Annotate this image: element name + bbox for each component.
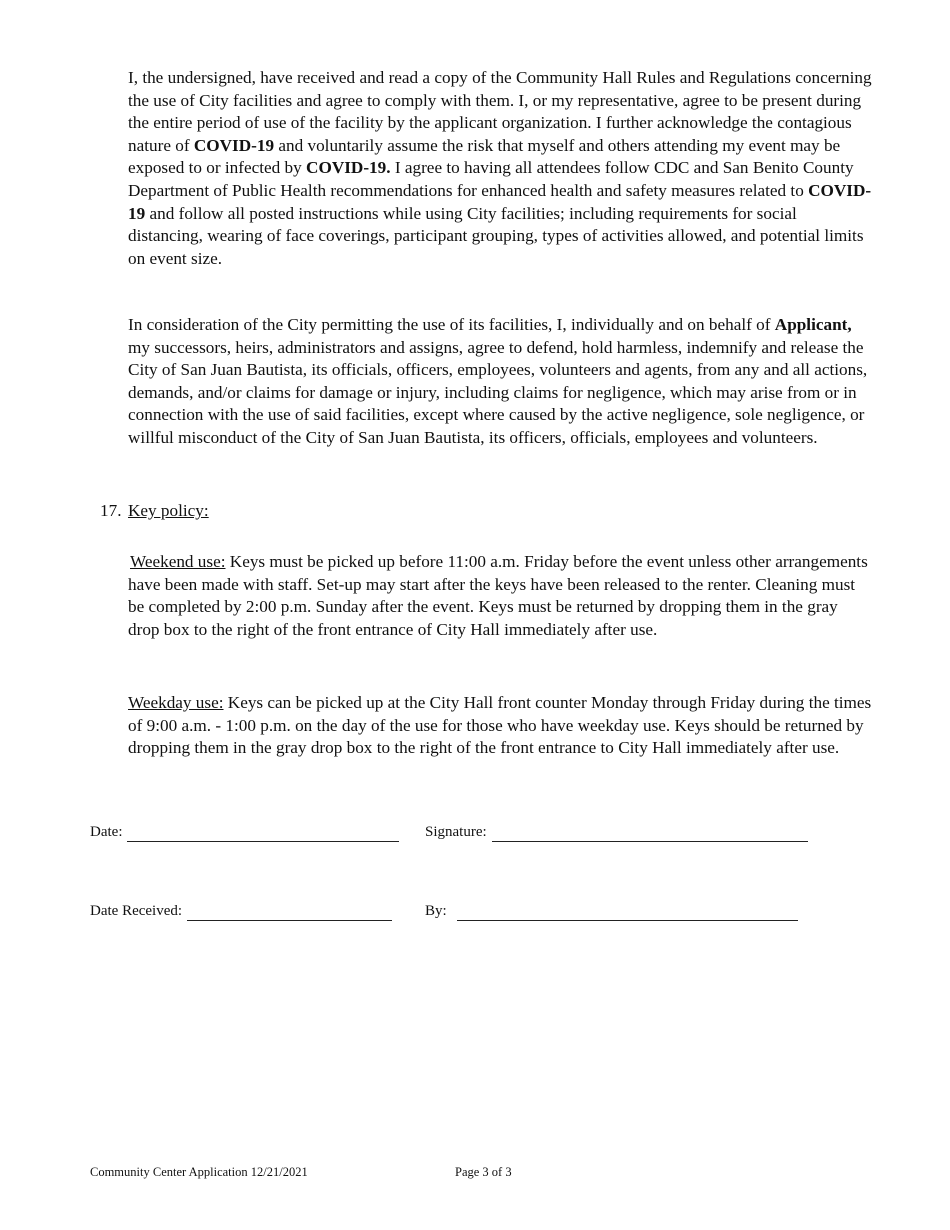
footer-page-number: Page 3 of 3	[455, 1165, 512, 1179]
weekday-use-paragraph	[128, 692, 873, 760]
date-received-line[interactable]	[187, 906, 392, 921]
indemnity-text-2: my successors, heirs, administrators and assigns, agree to defend, hold harmless, indemnify and release the City of San Juan Bautista, its officials, officers, employees, volunteers and agents, from any and all actions, demands, and/or claims for damage or injury, including claims for negligence, which may arise from or in connection with the use of said facilities, except where caused by the active negligence, sole negligence, or willful misconduct of the City of San Juan Bautista, its officers, officials, employees and volunteers.	[128, 337, 868, 447]
by-label: By:	[425, 903, 447, 919]
date-received-field	[90, 901, 392, 921]
date-line[interactable]	[127, 827, 399, 842]
signature-field	[425, 822, 808, 842]
covid-bold-2: COVID-19.	[306, 158, 391, 178]
date-label: Date:	[90, 824, 123, 840]
item-number: 17.	[100, 501, 122, 520]
weekend-use-text: Keys must be picked up before 11:00 a.m. Friday before the event unless other arrangements have been made with staff. Set-up may start after the keys have been released to the renter. Cleaning must be completed by 2:00 p.m. Sunday after the event. Keys must be returned by dropping them in the gray drop box to the right of the front entrance of City Hall immediately after use.	[128, 552, 868, 639]
key-policy-title: Key policy:	[128, 501, 209, 520]
date-received-label: Date Received:	[90, 903, 183, 919]
ack-text-1: I, the undersigned, have received and read a copy of the Community Hall Rules and Regulations concerning the use of City facilities and agree to comply with them. I, or my representative, agree to be present during the entire period of use of the facility by the applicant organization. I further acknowledge the contagious nature of	[128, 68, 872, 155]
date-field	[90, 822, 399, 842]
acknowledgement-paragraph	[128, 67, 873, 270]
indemnity-paragraph	[128, 314, 873, 450]
covid-bold-3: COVID-19	[128, 180, 872, 223]
signature-label: Signature:	[425, 824, 487, 840]
weekday-use-label: Weekday use:	[128, 693, 224, 712]
footer-form-name: Community Center Application 12/21/2021	[90, 1165, 308, 1179]
indemnity-text-1: In consideration of the City permitting the use of its facilities, I, individually and on behalf of	[128, 315, 775, 334]
weekend-use-paragraph	[128, 551, 873, 641]
weekday-use-text: Keys can be picked up at the City Hall front counter Monday through Friday during the times of 9:00 a.m. - 1:00 p.m. on the day of the use for those who have weekday use. Keys should be returned by dropping them in the gray drop box to the right of the front entrance to City Hall immediately after use.	[128, 693, 872, 758]
covid-bold-1: COVID-19	[193, 135, 275, 155]
ack-text-2: and voluntarily assume the risk that myself and others attending my event may be exposed to or infected by	[128, 135, 841, 178]
applicant-bold: Applicant,	[774, 315, 852, 334]
by-line[interactable]	[457, 906, 798, 921]
key-policy-heading	[100, 500, 209, 523]
ack-text-3: I agree to having all attendees follow CDC and San Benito County Department of Public Health recommendations for enhanced health and safety measures related to	[128, 158, 854, 200]
weekend-use-label: Weekend use:	[130, 552, 226, 571]
signature-line[interactable]	[492, 827, 808, 842]
by-field	[425, 901, 798, 921]
ack-text-4: and follow all posted instructions while using City facilities; including requirements for social distancing, wearing of face coverings, participant grouping, types of activities allowed, and potential limits on event size.	[128, 203, 864, 268]
